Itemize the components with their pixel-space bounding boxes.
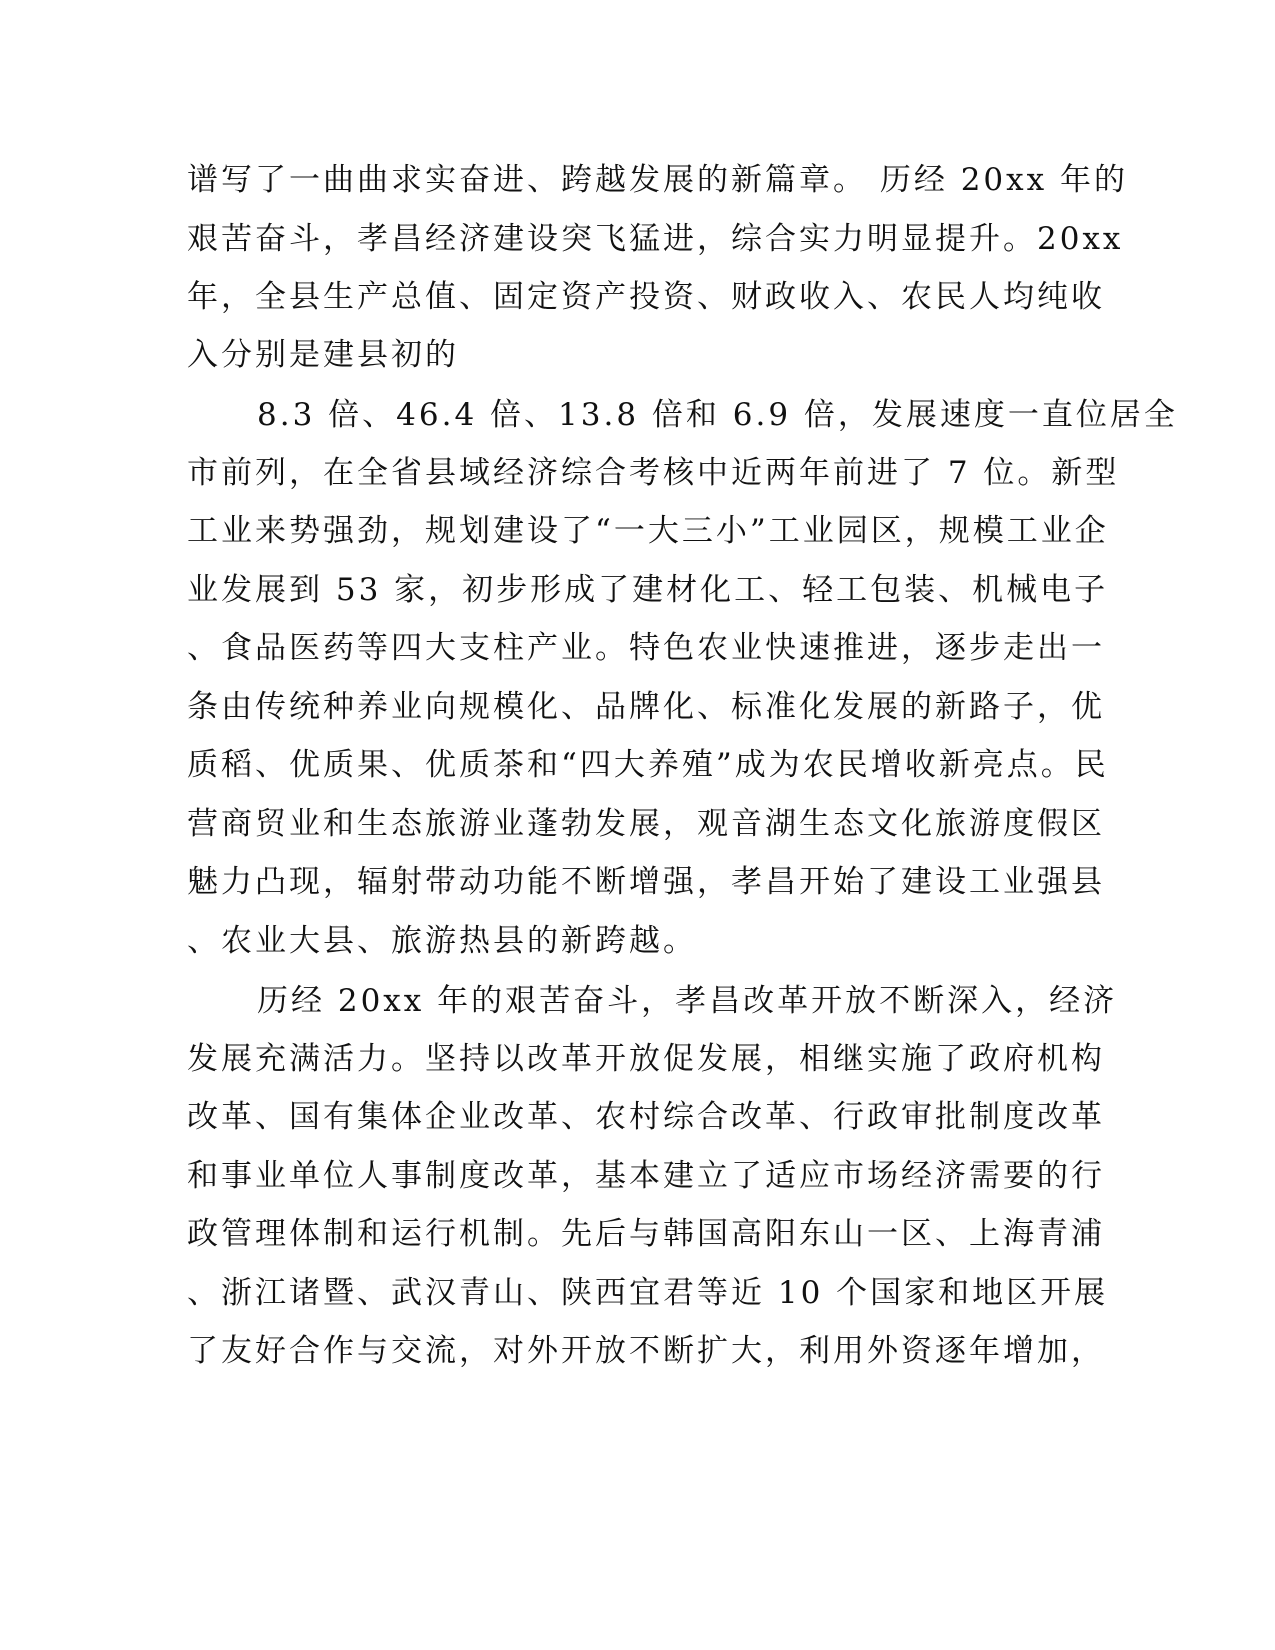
text-line: 、食品医药等四大支柱产业。特色农业快速推进，逐步走出一	[187, 630, 1105, 666]
text-line: 条由传统种养业向规模化、品牌化、标准化发展的新路子，优	[187, 689, 1105, 725]
text-line: 发展充满活力。坚持以改革开放促发展，相继实施了政府机构	[187, 1041, 1105, 1077]
text-line: 、农业大县、旅游热县的新跨越。	[187, 923, 697, 959]
text-line: 艰苦奋斗，孝昌经济建设突飞猛进，综合实力明显提升。20xx	[187, 221, 1124, 257]
text-line: 市前列，在全省县域经济综合考核中近两年前进了 7 位。新型	[187, 455, 1120, 491]
text-line: 营商贸业和生态旅游业蓬勃发展，观音湖生态文化旅游度假区	[187, 806, 1105, 842]
text-line: 、浙江诸暨、武汉青山、陕西宜君等近 10 个国家和地区开展	[187, 1275, 1109, 1311]
text-line: 8.3 倍、46.4 倍、13.8 倍和 6.9 倍，发展速度一直位居全	[257, 397, 1178, 433]
text-line: 质稻、优质果、优质茶和“四大养殖”成为农民增收新亮点。民	[187, 747, 1109, 783]
text-line: 谱写了一曲曲求实奋进、跨越发展的新篇章。 历经 20xx 年的	[187, 162, 1128, 198]
text-line: 政管理体制和运行机制。先后与韩国高阳东山一区、上海青浦	[187, 1216, 1105, 1252]
text-line: 工业来势强劲，规划建设了“一大三小”工业园区，规模工业企	[187, 513, 1109, 549]
text-line: 和事业单位人事制度改革，基本建立了适应市场经济需要的行	[187, 1158, 1105, 1194]
text-line: 魅力凸现，辐射带动功能不断增强，孝昌开始了建设工业强县	[187, 864, 1105, 900]
text-line: 历经 20xx 年的艰苦奋斗，孝昌改革开放不断深入，经济	[257, 983, 1118, 1019]
text-line: 了友好合作与交流，对外开放不断扩大，利用外资逐年增加，	[187, 1333, 1105, 1369]
text-line: 业发展到 53 家，初步形成了建材化工、轻工包装、机械电子	[187, 572, 1109, 608]
text-line: 改革、国有集体企业改革、农村综合改革、行政审批制度改革	[187, 1099, 1105, 1135]
text-line: 入分别是建县初的	[187, 337, 459, 373]
text-line: 年，全县生产总值、固定资产投资、财政收入、农民人均纯收	[187, 279, 1105, 315]
